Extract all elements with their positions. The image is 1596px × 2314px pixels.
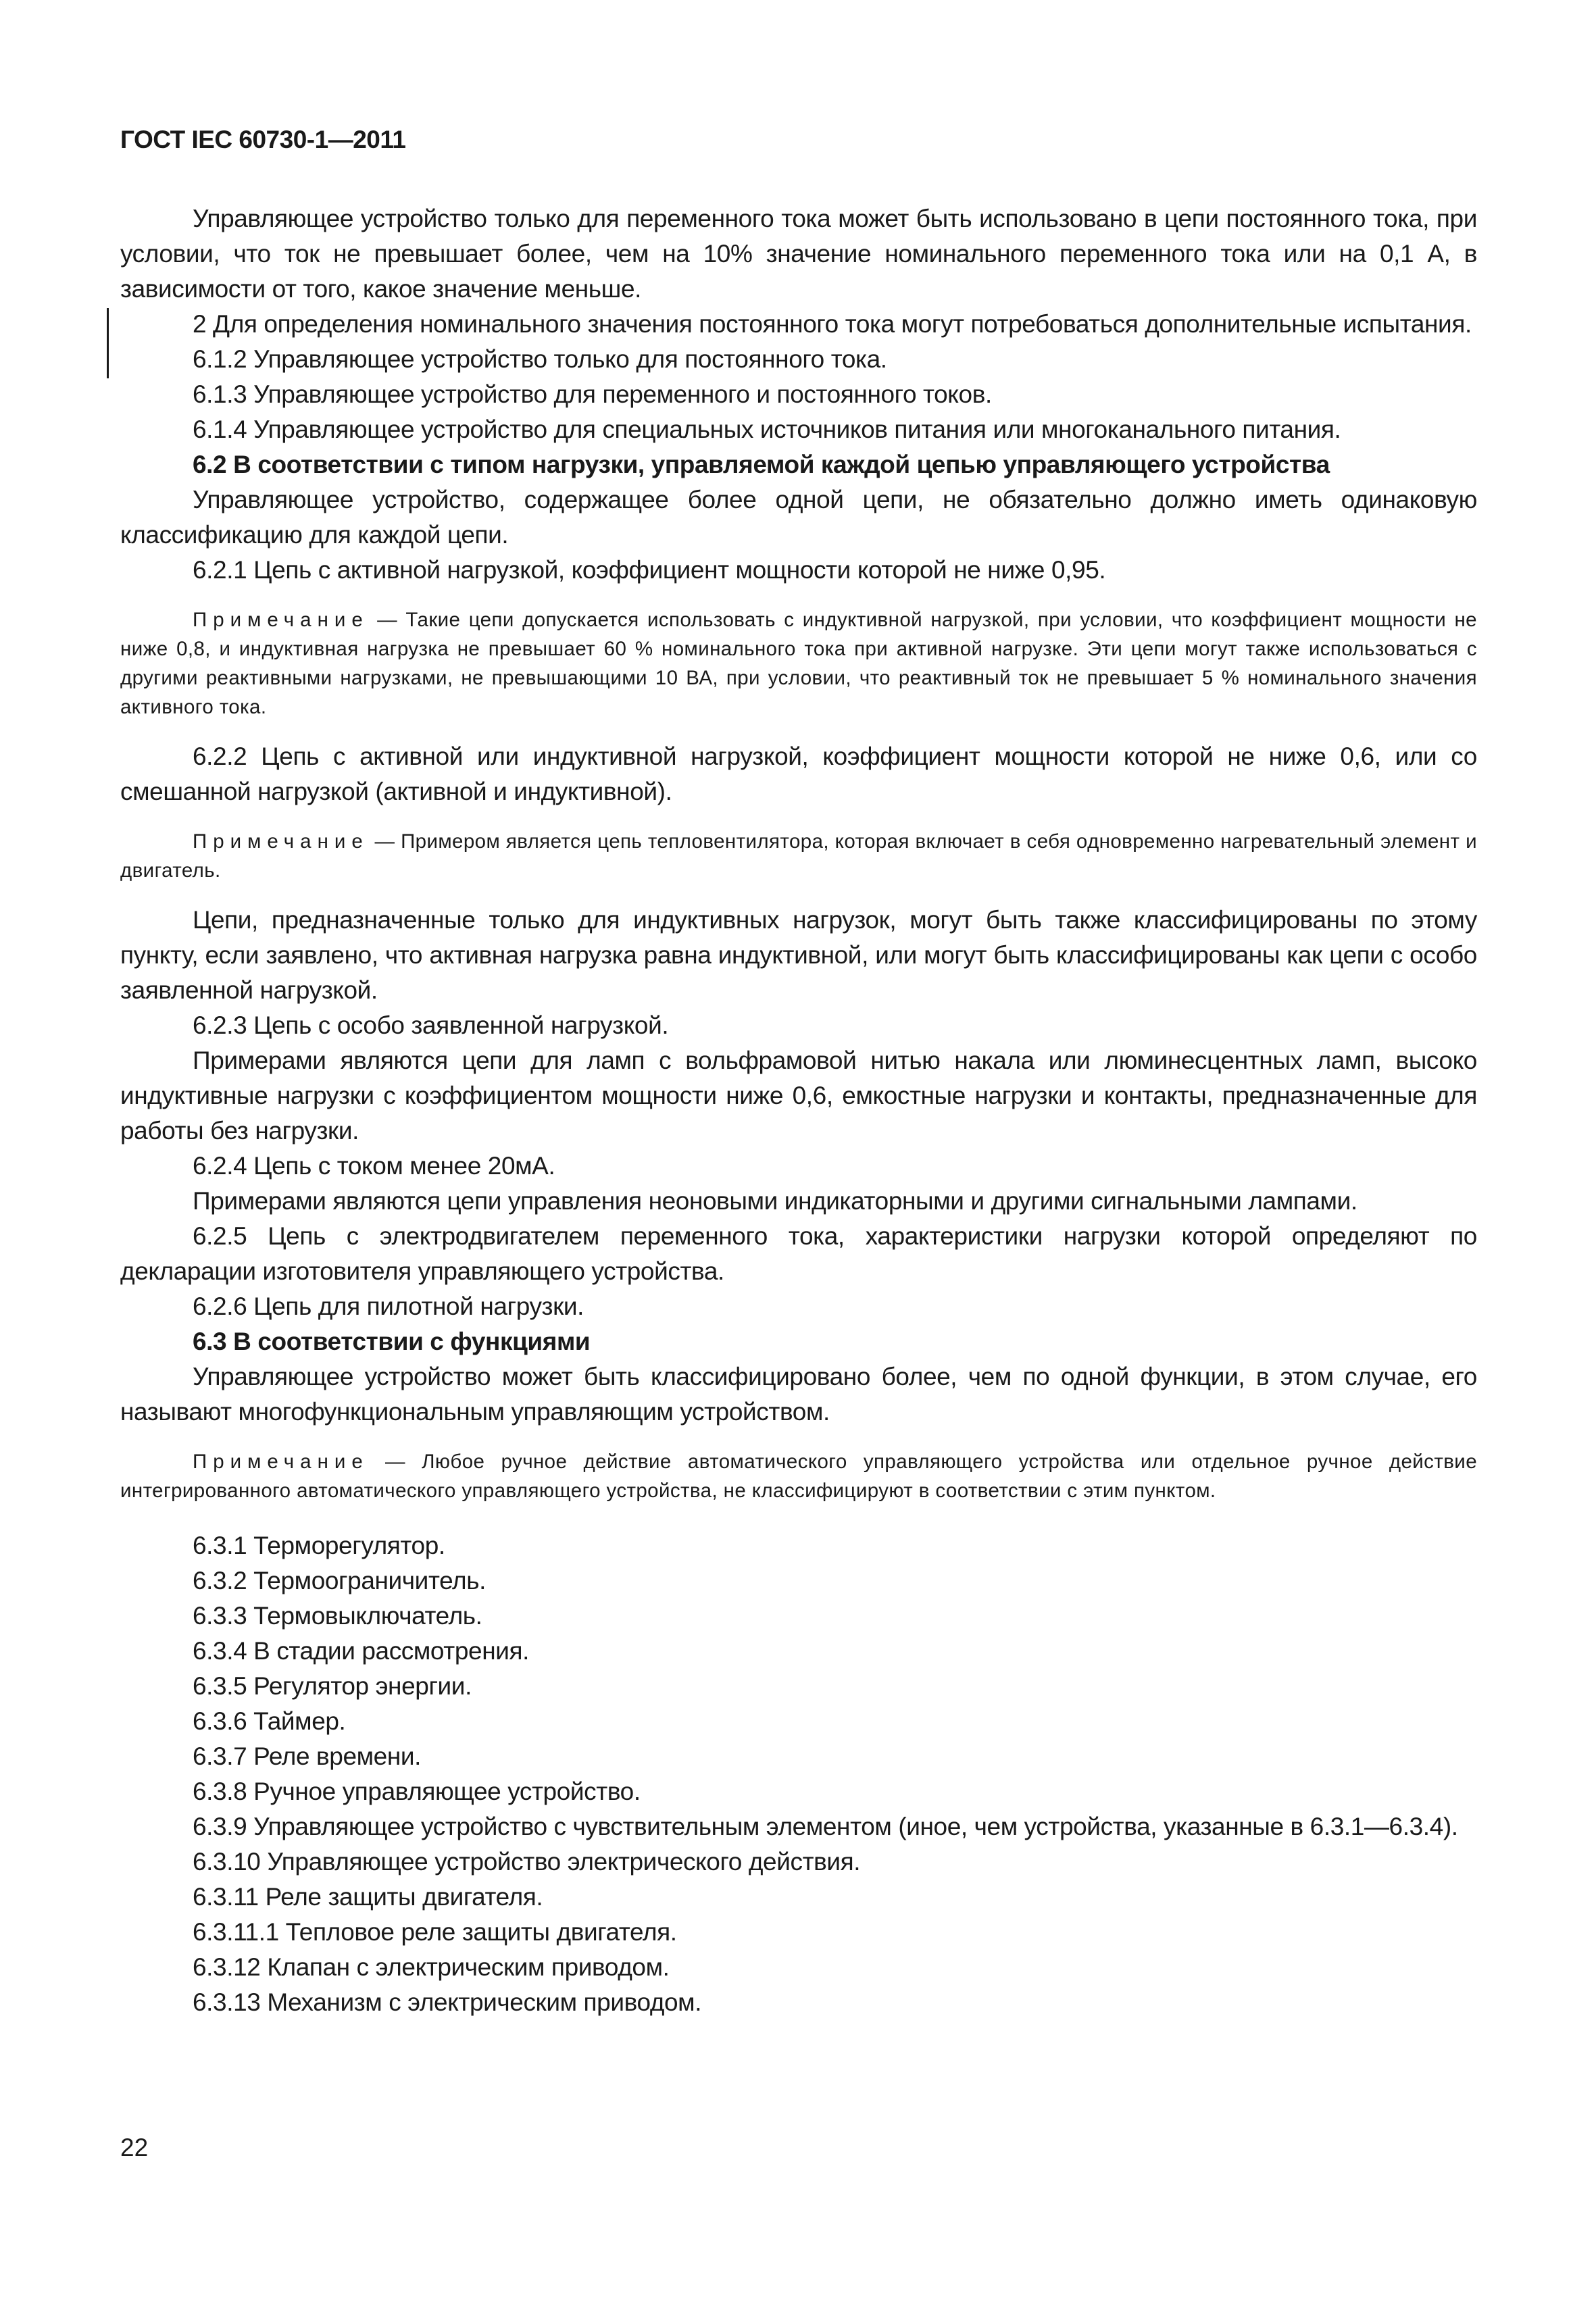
section-heading-6-3: 6.3 В соответствии с функциями: [193, 1328, 591, 1355]
paragraph: 6.1.3 Управляющее устройство для переменного и постоянного токов.: [193, 380, 992, 408]
document-body: [120, 201, 1477, 2020]
paragraph: Управляющее устройство, содержащее более одной цепи, не обязательно должно иметь одинаковую классификацию для каждой цепи.: [120, 486, 1477, 549]
list-item: 6.3.12 Клапан с электрическим приводом.: [193, 1953, 670, 1981]
list-item: 6.3.2 Термоограничитель.: [193, 1567, 486, 1594]
paragraph: 6.2.1 Цепь с активной нагрузкой, коэффициент мощности которой не ниже 0,95.: [193, 556, 1106, 584]
note-tag: Примечание: [193, 830, 369, 853]
list-item: 6.3.7 Реле времени.: [193, 1742, 422, 1770]
paragraph: Управляющее устройство только для переменного тока может быть использовано в цепи постоянного тока, при условии, что ток не превышает более, чем на 10% значение номинального переменного тока или на 0,1 А, в зависимости от того, какое значение меньше.: [120, 205, 1477, 303]
note-text: — Такие цепи допускается использовать с индуктивной нагрузкой, при условии, что коэффициент мощности не ниже 0,8, и индуктивная нагрузка не превышает 60 % номинального тока при активной нагрузке. Эти цепи могут также использоваться с другими реактивными нагрузками, не превышающими 10 ВА, при условии, что реактивный ток не превышает 5 % номинального значения активного тока.: [120, 609, 1477, 718]
list-item: 6.3.4 В стадии рассмотрения.: [193, 1637, 530, 1665]
list-item: 6.3.10 Управляющее устройство электрического действия.: [193, 1848, 861, 1876]
list-item: 6.3.5 Регулятор энергии.: [193, 1672, 472, 1700]
list-item: 6.3.11 Реле защиты двигателя.: [193, 1883, 543, 1911]
paragraph: 6.1.2 Управляющее устройство только для постоянного тока.: [193, 345, 887, 373]
paragraph: 6.2.5 Цепь с электродвигателем переменного тока, характеристики нагрузки которой определяют по декларации изготовителя управляющего устройства.: [120, 1222, 1477, 1285]
note-text: — Примером является цепь тепловентилятора, которая включает в себя одновременно нагревательный элемент и двигатель.: [120, 830, 1477, 882]
paragraph: Примерами являются цепи для ламп с вольфрамовой нитью накала или люминесцентных ламп, высоко индуктивные нагрузки с коэффициентом мощности ниже 0,6, емкостные нагрузки и контакты, предназначенные для работы без нагрузки.: [120, 1047, 1477, 1145]
paragraph: Примерами являются цепи управления неоновыми индикаторными и другими сигнальными лампами.: [193, 1187, 1357, 1215]
paragraph: Управляющее устройство может быть классифицировано более, чем по одной функции, в этом случае, его называют многофункциональным управляющим устройством.: [120, 1363, 1477, 1426]
paragraph: 6.2.3 Цепь с особо заявленной нагрузкой.: [193, 1011, 669, 1039]
page-number: 22: [120, 2134, 149, 2161]
list-item: 6.3.11.1 Тепловое реле защиты двигателя.: [193, 1918, 677, 1946]
document-header: ГОСТ IEC 60730-1—2011: [120, 126, 406, 153]
list-item: 6.3.13 Механизм с электрическим приводом.: [193, 1988, 702, 2016]
paragraph: 6.2.6 Цепь для пилотной нагрузки.: [193, 1292, 584, 1320]
note-tag: Примечание: [193, 609, 369, 631]
list-item: 6.3.9 Управляющее устройство с чувствительным элементом (иное, чем устройства, указанные в 6.3.1—6.3.4).: [193, 1813, 1458, 1840]
note: [120, 605, 1477, 722]
list-item: 6.3.6 Таймер.: [193, 1707, 346, 1735]
list-item: 6.3.3 Термовыключатель.: [193, 1602, 482, 1630]
note-tag: Примечание: [193, 1451, 369, 1473]
paragraph: 6.1.4 Управляющее устройство для специальных источников питания или многоканального питания.: [193, 416, 1341, 443]
note: [120, 1447, 1477, 1505]
change-bar: [107, 308, 109, 378]
section-heading-6-2: 6.2 В соответствии с типом нагрузки, управляемой каждой цепью управляющего устройства: [193, 451, 1330, 478]
paragraph: 6.2.2 Цепь с активной или индуктивной нагрузкой, коэффициент мощности которой не ниже 0,6, или со смешанной нагрузкой (активной и индуктивной).: [120, 743, 1477, 805]
note-text: — Любое ручное действие автоматического управляющего устройства или отдельное ручное действие интегрированного автоматического управляющего устройства, не классифицируют в соответствии с этим пунктом.: [120, 1451, 1477, 1502]
list-item: 6.3.8 Ручное управляющее устройство.: [193, 1778, 641, 1805]
note: [120, 827, 1477, 885]
paragraph: 2 Для определения номинального значения постоянного тока могут потребоваться дополнительные испытания.: [193, 310, 1472, 338]
paragraph: Цепи, предназначенные только для индуктивных нагрузок, могут быть также классифицированы по этому пункту, если заявлено, что активная нагрузка равна индуктивной, или могут быть классифицированы как цепи с особо заявленной нагрузкой.: [120, 906, 1477, 1004]
list-item: 6.3.1 Терморегулятор.: [193, 1532, 445, 1559]
paragraph: 6.2.4 Цепь с током менее 20мА.: [193, 1152, 555, 1180]
